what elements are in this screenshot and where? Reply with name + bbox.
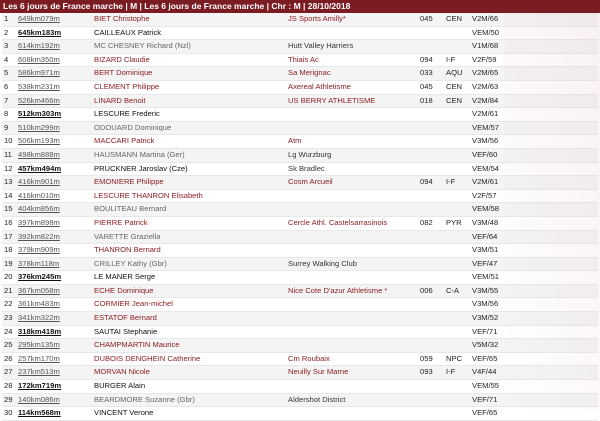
club-link	[286, 380, 418, 394]
rank-cell: 10	[2, 135, 16, 149]
performance-link[interactable]: 392km822m	[16, 230, 92, 244]
club-link	[286, 244, 418, 258]
spacer-cell	[514, 325, 598, 339]
performance-link[interactable]: 614km192m	[16, 40, 92, 54]
rank-cell: 13	[2, 176, 16, 190]
spacer-cell	[514, 135, 598, 149]
performance-link[interactable]: 318km418m	[16, 325, 92, 339]
club-link	[286, 108, 418, 122]
category-cell: V2F/59	[470, 53, 514, 67]
performance-link[interactable]: 140km086m	[16, 393, 92, 407]
club-link[interactable]: Cosm Arcueil	[286, 176, 418, 190]
table-row	[2, 230, 598, 244]
category-cell: V3M/55	[470, 284, 514, 298]
spacer-cell	[514, 244, 598, 258]
club-link[interactable]: Atm	[286, 135, 418, 149]
table-row	[2, 380, 598, 394]
department-cell	[418, 380, 444, 394]
club-link[interactable]: Lg Wurzburg	[286, 148, 418, 162]
category-cell: VEM/58	[470, 203, 514, 217]
department-cell: 045	[418, 13, 444, 26]
spacer-cell	[514, 80, 598, 94]
performance-link[interactable]: 645km183m	[16, 26, 92, 40]
athlete-name-link[interactable]: BOULITEAU Bernard	[92, 203, 286, 217]
club-link[interactable]: US BERRY ATHLETISME	[286, 94, 418, 108]
table-row	[2, 53, 598, 67]
athlete-name-link[interactable]: MC CHESNEY Richard (Nzl)	[92, 40, 286, 54]
league-cell: NPC	[444, 352, 470, 366]
league-cell	[444, 271, 470, 285]
club-link[interactable]: Sk Bradlec	[286, 162, 418, 176]
category-cell: VEM/55	[470, 380, 514, 394]
performance-link[interactable]: 237km513m	[16, 366, 92, 380]
rank-cell: 5	[2, 67, 16, 81]
club-link[interactable]: Sa Merignac	[286, 67, 418, 81]
table-row	[2, 244, 598, 258]
category-cell: V2F/57	[470, 189, 514, 203]
rank-cell: 12	[2, 162, 16, 176]
performance-link[interactable]: 416km901m	[16, 176, 92, 190]
table-row	[2, 94, 598, 108]
spacer-cell	[514, 216, 598, 230]
spacer-cell	[514, 189, 598, 203]
category-cell: V3M/51	[470, 244, 514, 258]
table-row	[2, 80, 598, 94]
category-cell: VEF/64	[470, 230, 514, 244]
performance-link[interactable]: 361km483m	[16, 298, 92, 312]
category-cell: VEF/71	[470, 393, 514, 407]
rank-cell: 11	[2, 148, 16, 162]
athlete-name-link[interactable]: LESCURE THANRON Elisabeth	[92, 189, 286, 203]
rank-cell: 29	[2, 393, 16, 407]
spacer-cell	[514, 230, 598, 244]
spacer-cell	[514, 13, 598, 26]
category-cell: V3M/56	[470, 135, 514, 149]
athlete-name-link[interactable]: BURGER Alain	[92, 380, 286, 394]
department-cell: 094	[418, 176, 444, 190]
rank-cell: 15	[2, 203, 16, 217]
department-cell: 045	[418, 80, 444, 94]
table-row	[2, 135, 598, 149]
rank-cell: 26	[2, 352, 16, 366]
rank-cell: 18	[2, 244, 16, 258]
athlete-name-link[interactable]: MACCARI Patrick	[92, 135, 286, 149]
athlete-name-link[interactable]: EMONIERE Philippe	[92, 176, 286, 190]
athlete-name-link[interactable]: ODOUARD Dominique	[92, 121, 286, 135]
performance-link[interactable]: 510km299m	[16, 121, 92, 135]
club-link	[286, 203, 418, 217]
spacer-cell	[514, 284, 598, 298]
spacer-cell	[514, 339, 598, 353]
league-cell	[444, 298, 470, 312]
rank-cell: 7	[2, 94, 16, 108]
league-cell	[444, 189, 470, 203]
department-cell	[418, 393, 444, 407]
department-cell	[418, 230, 444, 244]
athlete-name-link[interactable]: CLEMENT Philippe	[92, 80, 286, 94]
league-cell	[444, 312, 470, 326]
performance-link[interactable]: 397km898m	[16, 216, 92, 230]
league-cell: CEN	[444, 94, 470, 108]
rank-cell: 24	[2, 325, 16, 339]
table-row	[2, 162, 598, 176]
category-cell: V5M/32	[470, 339, 514, 353]
category-cell: V3M/56	[470, 298, 514, 312]
category-cell: V2M/65	[470, 67, 514, 81]
club-link[interactable]: Nice Cote D'azur Athletisme *	[286, 284, 418, 298]
rank-cell: 6	[2, 80, 16, 94]
category-cell: V2M/61	[470, 176, 514, 190]
department-cell	[418, 135, 444, 149]
athlete-name-link[interactable]: THANRON Bernard	[92, 244, 286, 258]
department-cell	[418, 26, 444, 40]
rank-cell: 17	[2, 230, 16, 244]
league-cell: CEN	[444, 80, 470, 94]
league-cell	[444, 203, 470, 217]
athlete-name-link[interactable]: ESTATOF Bernard	[92, 312, 286, 326]
department-cell	[418, 339, 444, 353]
rank-cell: 16	[2, 216, 16, 230]
table-row	[2, 121, 598, 135]
table-row	[2, 148, 598, 162]
table-row	[2, 176, 598, 190]
club-link	[286, 189, 418, 203]
spacer-cell	[514, 148, 598, 162]
spacer-cell	[514, 366, 598, 380]
category-cell: VEF/65	[470, 352, 514, 366]
category-cell: V4F/44	[470, 366, 514, 380]
spacer-cell	[514, 67, 598, 81]
performance-link[interactable]: 367km058m	[16, 284, 92, 298]
club-link	[286, 298, 418, 312]
performance-link[interactable]: 506km193m	[16, 135, 92, 149]
league-cell: PYR	[444, 216, 470, 230]
rank-cell: 9	[2, 121, 16, 135]
league-cell	[444, 339, 470, 353]
rank-cell: 30	[2, 407, 16, 421]
department-cell	[418, 148, 444, 162]
department-cell	[418, 203, 444, 217]
rank-cell: 3	[2, 40, 16, 54]
table-row	[2, 366, 598, 380]
performance-link[interactable]: 649km079m	[16, 13, 92, 26]
spacer-cell	[514, 162, 598, 176]
club-link[interactable]: Cercle Athl. Castelsarrasinois	[286, 216, 418, 230]
category-cell: V2M/66	[470, 13, 514, 26]
category-cell: V2M/63	[470, 80, 514, 94]
club-link[interactable]: JS Sports Amilly*	[286, 13, 418, 26]
spacer-cell	[514, 298, 598, 312]
club-link[interactable]: Surrey Walking Club	[286, 257, 418, 271]
performance-link[interactable]: 538km231m	[16, 80, 92, 94]
spacer-cell	[514, 94, 598, 108]
performance-link[interactable]: 341km322m	[16, 312, 92, 326]
department-cell	[418, 162, 444, 176]
table-row	[2, 257, 598, 271]
athlete-name-link[interactable]: LESCURE Frederic	[92, 108, 286, 122]
category-cell: VEM/51	[470, 271, 514, 285]
athlete-name-link[interactable]: BIET Christophe	[92, 13, 286, 26]
athlete-name-link[interactable]: PRUCKNER Jaroslav (Cze)	[92, 162, 286, 176]
department-cell	[418, 40, 444, 54]
category-cell: V2M/61	[470, 108, 514, 122]
performance-link[interactable]: 608km350m	[16, 53, 92, 67]
department-cell	[418, 189, 444, 203]
league-cell: CEN	[444, 13, 470, 26]
category-cell: V2M/84	[470, 94, 514, 108]
performance-link[interactable]: 457km494m	[16, 162, 92, 176]
category-cell: VEF/60	[470, 148, 514, 162]
rank-cell: 19	[2, 257, 16, 271]
rank-cell: 4	[2, 53, 16, 67]
department-cell: 018	[418, 94, 444, 108]
club-link[interactable]: Hutt Valley Harriers	[286, 40, 418, 54]
league-cell	[444, 108, 470, 122]
category-cell: V3M/48	[470, 216, 514, 230]
athlete-name-link[interactable]: BEARDMORE Suzanne (Gbr)	[92, 393, 286, 407]
department-cell	[418, 298, 444, 312]
performance-link[interactable]: 257km170m	[16, 352, 92, 366]
table-row	[2, 216, 598, 230]
athlete-name-link[interactable]: BIZARD Claudie	[92, 53, 286, 67]
category-cell: VEM/50	[470, 26, 514, 40]
league-cell	[444, 257, 470, 271]
spacer-cell	[514, 312, 598, 326]
category-cell: VEF/65	[470, 407, 514, 421]
club-link	[286, 230, 418, 244]
table-row	[2, 13, 598, 26]
category-cell: V3M/52	[470, 312, 514, 326]
league-cell: I-F	[444, 176, 470, 190]
department-cell	[418, 325, 444, 339]
spacer-cell	[514, 271, 598, 285]
table-row	[2, 40, 598, 54]
performance-link[interactable]: 526km466m	[16, 94, 92, 108]
club-link	[286, 121, 418, 135]
table-row	[2, 189, 598, 203]
club-link[interactable]: Neuilly Sur Marne	[286, 366, 418, 380]
league-cell	[444, 26, 470, 40]
club-link	[286, 325, 418, 339]
category-cell: VEF/47	[470, 257, 514, 271]
spacer-cell	[514, 203, 598, 217]
rank-cell: 27	[2, 366, 16, 380]
table-row	[2, 203, 598, 217]
table-row	[2, 339, 598, 353]
performance-link[interactable]: 586km971m	[16, 67, 92, 81]
athlete-name-link[interactable]: CRILLEY Kathy (Gbr)	[92, 257, 286, 271]
performance-link[interactable]: 376km245m	[16, 271, 92, 285]
spacer-cell	[514, 176, 598, 190]
spacer-cell	[514, 121, 598, 135]
spacer-cell	[514, 108, 598, 122]
club-link	[286, 312, 418, 326]
table-row	[2, 393, 598, 407]
department-cell	[418, 271, 444, 285]
athlete-name-link[interactable]: SAUTAI Stephanie	[92, 325, 286, 339]
league-cell	[444, 148, 470, 162]
rank-cell: 28	[2, 380, 16, 394]
rank-cell: 14	[2, 189, 16, 203]
rank-cell: 25	[2, 339, 16, 353]
department-cell	[418, 121, 444, 135]
athlete-name-link[interactable]: VARETTE Graziella	[92, 230, 286, 244]
club-link	[286, 26, 418, 40]
league-cell	[444, 325, 470, 339]
athlete-name-link[interactable]: MORVAN Nicole	[92, 366, 286, 380]
league-cell	[444, 230, 470, 244]
league-cell: C-A	[444, 284, 470, 298]
rank-cell: 8	[2, 108, 16, 122]
spacer-cell	[514, 257, 598, 271]
department-cell	[418, 257, 444, 271]
league-cell	[444, 40, 470, 54]
department-cell: 059	[418, 352, 444, 366]
athlete-name-link[interactable]: LE MANER Serge	[92, 271, 286, 285]
results-table	[2, 13, 598, 421]
results-table-body	[2, 13, 598, 420]
performance-link[interactable]: 416km010m	[16, 189, 92, 203]
club-link[interactable]: Axereal Athletisme	[286, 80, 418, 94]
performance-link[interactable]: 172km719m	[16, 380, 92, 394]
rank-cell: 21	[2, 284, 16, 298]
department-cell	[418, 108, 444, 122]
athlete-name-link[interactable]: CAILLEAUX Patrick	[92, 26, 286, 40]
league-cell	[444, 135, 470, 149]
performance-link[interactable]: 498km888m	[16, 148, 92, 162]
athlete-name-link[interactable]: HAUSMANN Martina (Ger)	[92, 148, 286, 162]
table-row	[2, 67, 598, 81]
athlete-name-link[interactable]: ECHE Dominique	[92, 284, 286, 298]
club-link	[286, 339, 418, 353]
club-link[interactable]: Thiais Ac	[286, 53, 418, 67]
athlete-name-link[interactable]: PIERRE Patrick	[92, 216, 286, 230]
department-cell: 094	[418, 53, 444, 67]
results-header: Les 6 jours de France marche | M | Les 6 jours de France marche | Chr : M | 28/10/2018	[0, 0, 600, 13]
performance-link[interactable]: 295km135m	[16, 339, 92, 353]
rank-cell: 2	[2, 26, 16, 40]
league-cell	[444, 162, 470, 176]
performance-link[interactable]: 512km303m	[16, 108, 92, 122]
league-cell: I-F	[444, 53, 470, 67]
club-link[interactable]: Cm Roubaix	[286, 352, 418, 366]
category-cell: VEF/71	[470, 325, 514, 339]
table-row	[2, 352, 598, 366]
athlete-name-link[interactable]: DUBOIS DENGHEIN Catherine	[92, 352, 286, 366]
table-row	[2, 108, 598, 122]
table-row	[2, 271, 598, 285]
athlete-name-link[interactable]: BERT Dominique	[92, 67, 286, 81]
spacer-cell	[514, 53, 598, 67]
spacer-cell	[514, 380, 598, 394]
table-row	[2, 312, 598, 326]
category-cell: VEM/54	[470, 162, 514, 176]
performance-link[interactable]: 379km909m	[16, 244, 92, 258]
league-cell: I-F	[444, 366, 470, 380]
athlete-name-link[interactable]: CHAMPMARTIN Maurice	[92, 339, 286, 353]
performance-link[interactable]: 404km856m	[16, 203, 92, 217]
athlete-name-link[interactable]: CORMIER Jean-michel	[92, 298, 286, 312]
category-cell: V1M/68	[470, 40, 514, 54]
table-row	[2, 26, 598, 40]
league-cell: AQU	[444, 67, 470, 81]
rank-cell: 23	[2, 312, 16, 326]
rank-cell: 1	[2, 13, 16, 26]
performance-link[interactable]: 378km118m	[16, 257, 92, 271]
athlete-name-link[interactable]: LINARD Benoit	[92, 94, 286, 108]
club-link	[286, 271, 418, 285]
league-cell	[444, 121, 470, 135]
table-row	[2, 284, 598, 298]
club-link[interactable]: Aldershot District	[286, 393, 418, 407]
table-row	[2, 298, 598, 312]
rank-cell: 20	[2, 271, 16, 285]
department-cell: 082	[418, 216, 444, 230]
athlete-name-link[interactable]: VINCENT Verone	[92, 407, 286, 421]
department-cell: 033	[418, 67, 444, 81]
performance-link[interactable]: 114km568m	[16, 407, 92, 421]
league-cell	[444, 244, 470, 258]
league-cell	[444, 393, 470, 407]
department-cell	[418, 244, 444, 258]
category-cell: VEM/57	[470, 121, 514, 135]
spacer-cell	[514, 26, 598, 40]
department-cell: 006	[418, 284, 444, 298]
department-cell	[418, 312, 444, 326]
league-cell	[444, 380, 470, 394]
spacer-cell	[514, 40, 598, 54]
department-cell: 093	[418, 366, 444, 380]
spacer-cell	[514, 352, 598, 366]
spacer-cell	[514, 393, 598, 407]
table-row	[2, 325, 598, 339]
rank-cell: 22	[2, 298, 16, 312]
